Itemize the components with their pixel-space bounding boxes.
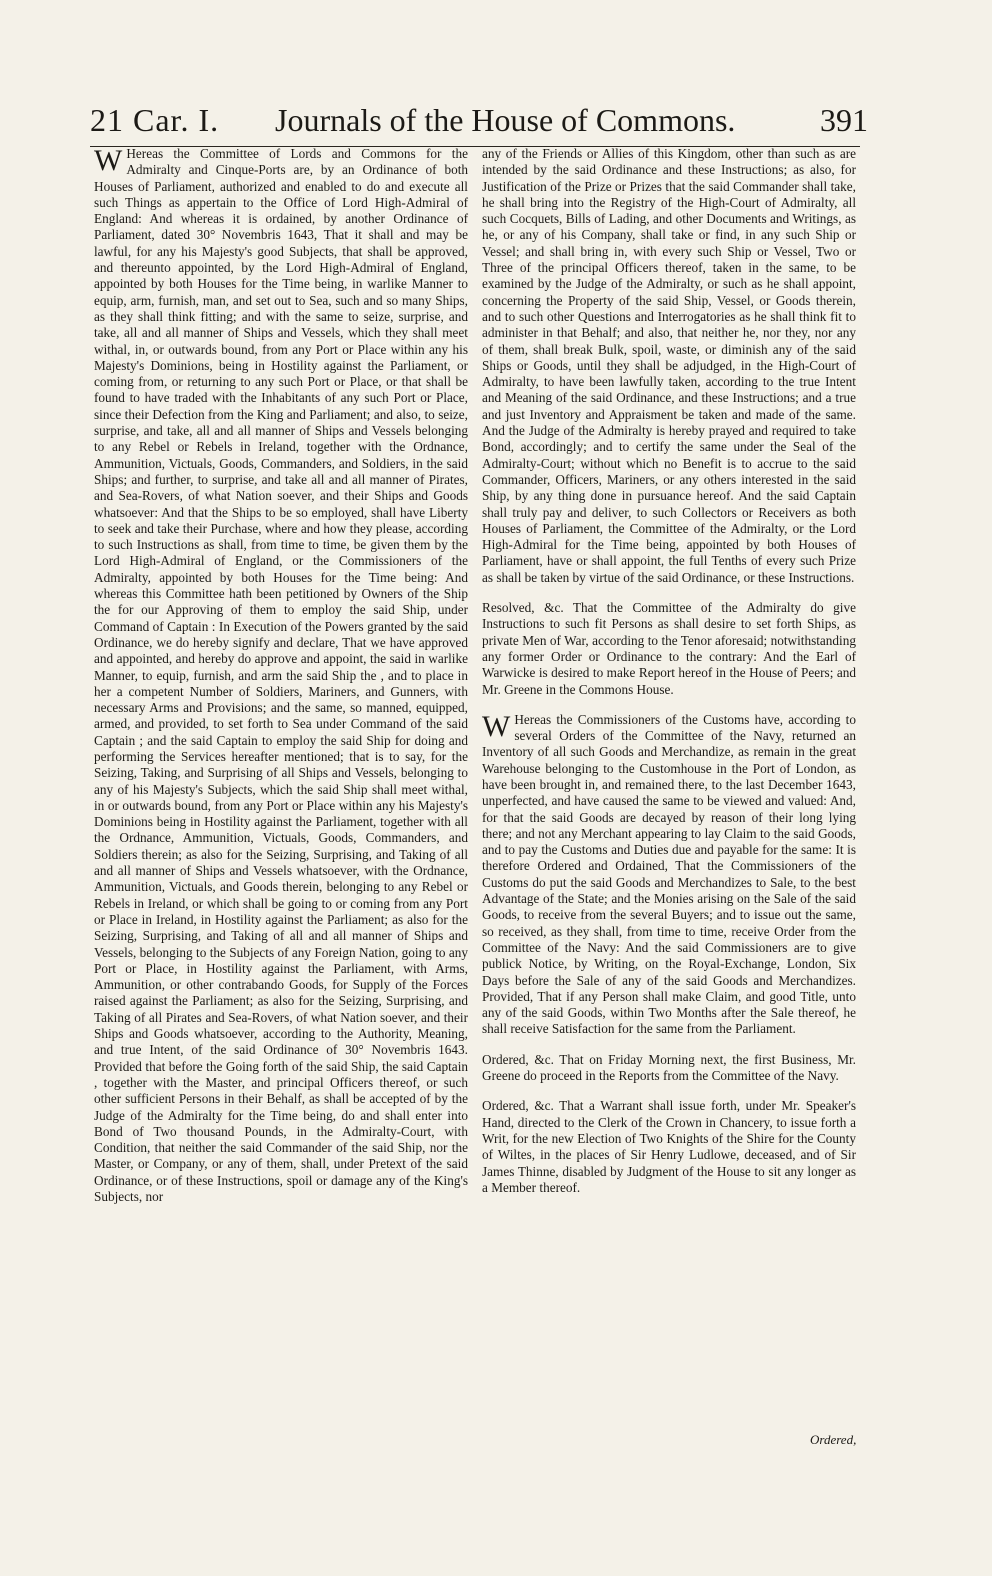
- admiralty-commission-paragraph: [94, 146, 468, 1205]
- ordered-writ-paragraph: Ordered, &c. That a Warrant shall issue forth, under Mr. Speaker's Hand, directed to the Clerk of the Crown in Chancery, to issue forth a Writ, for the new Election of Two Knights of the Shire for the County of Wiltes, in the places of Sir Henry Ludlowe, deceased, and of Sir James Thinne, disabled by Judgment of the House to sit any longer as a Member thereof.: [482, 1098, 856, 1195]
- customs-paragraph: [482, 709, 856, 1038]
- regnal-year: 21 Car. I.: [90, 102, 220, 138]
- page-header: [90, 100, 868, 147]
- drop-cap: W: [482, 709, 511, 743]
- left-column: [94, 146, 468, 1205]
- paragraph-text: Hereas the Committee of Lords and Commons for the Admiralty and Cinque-Ports are, by an Ordinance of both Houses of Parliament, authorized and enabled to do and execute all such Things as appertain to the Office of Lord High-Admiral of England: And whereas it is ordained, by another Ordinance of Parliament, dated 30° Novembris 1643, That it shall and may be lawful, for any his Majesty's good Subjects, that shall be approved, and thereunto appointed, by the Lord High-Admiral of England, appointed by both Houses for the Time being, in warlike Manner to equip, arm, furnish, man, and set out to Sea, such and so many Ships, as they shall think fitting; and with the same to seize, surprise, and take, all and all manner of Ships and Vessels, which they shall meet withal, in, or outwards bound, from any Port or Place within any his Majesty's Dominions, being in Hostility against the Parliament, or coming from, or returning to any such Port or Place, or that shall be found to have traded with the Inhabitants of any such Port or Place, since their Defection from the King and Parliament; and also, to seize, surprise, and take, all and all manner of Ships and Vessels belonging to any Rebel or Rebels in Ireland, together with the Ordnance, Ammunition, Victuals, Goods, Commanders, and Soldiers, in the said Ships; and further, to surprise, and take all and all manner of Pirates, and Sea-Rovers, of what Nation soever, and their Ships and Goods whatsoever: And that the Ships to be so employed, shall have Liberty to seek and take their Purchase, where and how they please, according to such Instructions as shall, from time to time, be given them by the Lord High-Admiral of England, or the Commissioners of the Admiralty, appointed by both Houses for the Time being: And whereas this Committee hath been petitioned by Owners of the Ship the for our Approving of them to employ the said Ship, under Command of Captain : In Execution of the Powers granted by the said Ordinance, we do hereby signify and declare, That we have approved and appointed, and hereby do approve and appoint, the said in warlike Manner, to equip, furnish, and arm the said Ship the , and to place in her a competent Number of Soldiers, Mariners, and Gunners, with necessary Arms and Provisions; and the same, so manned, equipped, armed, and provided, to set forth to Sea under Command of the said Captain ; and the said Captain to employ the said Ship for doing and performing the Services hereafter mentioned; that is to say, for the Seizing, Taking, and Surprising of all Ships and Vessels, belonging to any of his Majesty's Subjects, which the said Ship shall meet withal, in or outwards bound, from any Port or Place within any his Majesty's Dominions being in Hostility against the Parliament, together with all the Ordnance, Ammunition, Victuals, Goods, Commanders, and Soldiers therein; as also for the Seizing, Surprising, and Taking of all and all manner of Ships and Vessels whatsoever, with the Ordnance, Ammunition, Victuals, and Goods therein, belonging to any Rebel or Rebels in Ireland, or which shall be going to or coming from any Port or Place in Ireland, in Hostility against the Parliament; as also for the Seizing, Surprising, and Taking of all and all manner of Ships and Vessels, belonging to the Subjects of any Foreign Nation, going to any Port or Place, in Hostility against the Parliament, with Arms, Ammunition, or other contrabando Goods, for Supply of the Forces raised against the Parliament; as also for the Seizing, Surprising, and Taking of all Pirates and Sea-Rovers, of what Nation soever, and their Ships and Goods whatsoever, according to the Authority, Meaning, and true Intent, of the said Ordinance of 30° Novembris 1643. Provided that before the Going forth of the said Ship, the said Captain , together with the Master, and principal Officers thereof, or such other sufficient Persons in their Behalf, as shall be accepted of by the Judge of the Admiralty for the Time being, do and shall enter into Bond of Two thousand Pounds, in the Admiralty-Court, with Condition, that neither the said Commander of the said Ship, nor the Master, or Company, or any of them, shall, under Pretext of the said Ordinance, or of these Instructions, spoil or damage any of the King's Subjects, nor: [94, 146, 468, 1204]
- ordered-navy-paragraph: Ordered, &c. That on Friday Morning next, the first Business, Mr. Greene do proceed in the Reports from the Committee of the Navy.: [482, 1051, 856, 1084]
- catchword: Ordered,: [810, 1432, 857, 1447]
- running-title: Journals of the House of Commons.: [275, 102, 736, 138]
- right-column: [482, 146, 856, 1196]
- resolved-paragraph: Resolved, &c. That the Committee of the Admiralty do give Instructions to such fit Persons as shall desire to set forth Ships, as private Men of War, according to the Tenor aforesaid; notwithstanding any former Order or Ordinance to the contrary: And the Earl of Warwicke is desired to make Report hereof in the House of Peers; and Mr. Greene in the Commons House.: [482, 600, 856, 697]
- drop-cap: W: [94, 144, 123, 177]
- admiralty-commission-continuation: any of the Friends or Allies of this Kingdom, other than such as are intended by the said Ordinance and these Instructions; as also, for Justification of the Prize or Prizes that the said Commander shall take, he shall bring into the Registry of the High-Court of Admiralty, all such Cocquets, Bills of Lading, and other Documents and Writings, as he, or any of his Company, shall take or find, in any such Ship or Vessel; and shall bring in, with every such Ship or Vessel, Two or Three of the principal Officers thereof, taken in the same, to be examined by the Judge of the Admiralty, or such as he shall appoint, concerning the Property of the said Ship, Vessel, or Goods therein, and to such other Questions and Interrogatories as he shall think fit to administer in that Behalf; and also, that neither he, nor they, nor any of them, shall break Bulk, spoil, waste, or diminish any of the said Ships or Goods, until they shall be adjudged, in the High-Court of Admiralty, to have been lawfully taken, according to the true Intent and Meaning of the said Ordinance, and these Instructions; and a true and just Inventory and Appraisment be taken and made of the same. And the Judge of the Admiralty is hereby prayed and required to take Bond, accordingly; and to certify the same under the Seal of the Admiralty-Court; without which no Benefit is to accrue to the said Commander, Officers, Mariners, or any others interested in the said Ship, by any thing done in pursuance hereof. And the said Captain shall truly pay and deliver, to such Collectors or Receivers as both Houses of Parliament, the Committee of the Admiralty, or the Lord High-Admiral for the Time being, appointed by both Houses of Parliament, have or shall appoint, the full Tenths of every such Prize as shall be taken by virtue of the said Ordinance, or these Instructions.: [482, 146, 856, 585]
- paragraph-text: Hereas the Commissioners of the Customs have, according to several Orders of the Committee of the Navy, returned an Inventory of all such Goods and Merchandize, as remain in the great Warehouse belonging to the Customhouse in the Port of London, as have been brought in, and remained there, to the last December 1643, unperfected, and have caused the same to be viewed and valued: And, for that the said Goods are decayed by reason of their long lying there; and not any Merchant appearing to lay Claim to the said Goods, and to pay the Customs and Duties due and payable for the same: It is therefore Ordered and Ordained, That the Commissioners of the Customs do put the said Goods and Merchandizes to Sale, to the best Advantage of the State; and the Monies arising on the Sale of the said Goods, to receive from the several Buyers; and to issue out the same, so received, as they shall, from time to time, receive Order from the Committee of the Navy: And the said Commissioners are to give publick Notice, by Writing, on the Royal-Exchange, London, Six Days before the Sale of any of the said Goods and Merchandizes. Provided, That if any Person shall make Claim, and good Title, unto any of the said Goods, within Two Months after the Sale thereof, he shall receive Satisfaction for the same from the Parliament.: [482, 711, 856, 1037]
- page-number: 391: [820, 102, 868, 138]
